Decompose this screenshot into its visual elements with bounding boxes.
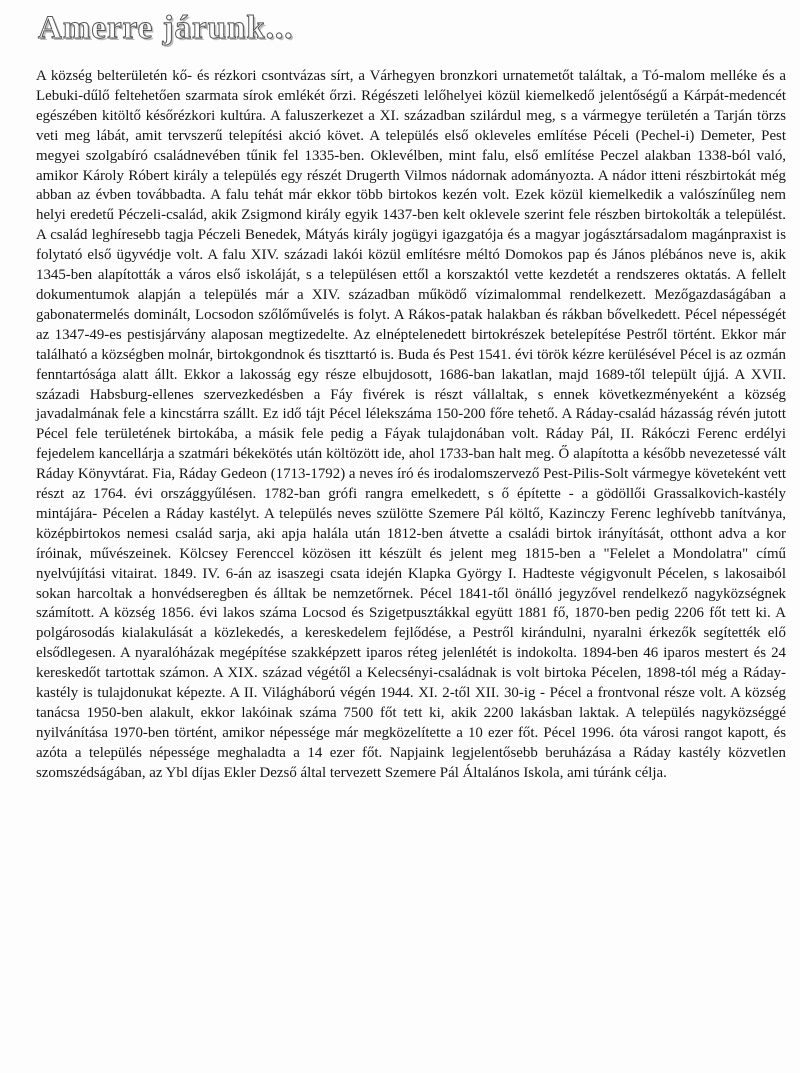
body-paragraph: A község belterületén kő- és rézkori csontvázas sírt, a Várhegyen bronzkori urnatemetőt találtak, a Tó-malom melléke és a Lebuki-dűlő feltehetően szarmata sírok emlékét őrzi. Régészeti lelőhelyei közül kiemelkedő jelentőségű a Kárpát-medencét egészében kitöltő későrézkori kultúra. A faluszerkezet a XI. században szilárdul meg, s a vármegye területén a Tarján törzs veti meg lábát, amit tervszerű telepítési akció követ. A település első okleveles említése Péceli (Pechel-i) Demeter, Pest megyei szolgabíró családnevében tűnik fel 1335-ben. Oklevélben, mint falu, első említése Peczel alakban 1338-ból való, amikor Károly Róbert király a település egy részét Drugerth Vilmos nádornak adományozta. A nádor itteni részbirtokát még abban az évben továbbadta. A falu tehát már ekkor több birtokos kezén volt. Ezek közül kiemelkedik a valószínűleg nem helyi eredetű Péczeli-család, akik Zsigmond király egyik 1437-ben kelt oklevele szerint fele részben birtokolták a települést. A család leghíresebb tagja Péczeli Benedek, Mátyás király jogügyi igazgatója és a magyar jogásztársadalom magánpraxist is folytató első ügyvédje volt. A falu XIV. századi lakói közül említésre méltó Domokos pap és János plébános neve is, akik 1345-ben alapították a város első iskoláját, s a településen ettől a korszaktól vette kezdetét a rendszeres oktatás. A fellelt dokumentumok alapján a település már a XIV. században működő vízimalommal rendelkezett. Mezőgazdaságában a gabonatermelés dominált, Locsodon szőlőművelés is folyt. A Rákos-patak halakban és rákban bővelkedett. Pécel népességét az 1347-49-es pestisjárvány alaposan megtizedelte. Az elnéptelenedett birtokrészek betelepítése Pestről történt. Ekkor már található a községben molnár, birtokgondnok és tiszttartó is. Buda és Pest 1541. évi török kézre kerülésével Pécel is az ozmán fenntartósága alatt állt. Ekkor a lakosság egy része elbujdosott, 1686-ban lakatlan, majd 1689-től települt újjá. A XVII. századi Habsburg-ellenes szervezkedésben a Fáy fivérek is részt vállaltak, s ennek következményeként a község javadalmának fele a kincstárra szállt. Ez idő tájt Pécel lélekszáma 150-200 főre tehető. A Ráday-család házasság révén jutott Pécel fele területének birtokába, a másik fele pedig a Fáyak tulajdonában volt. Ráday Pál, II. Rákóczi Ferenc erdélyi fejedelem kancellárja a szatmári békekötés után költözött ide, ahol 1733-ban halt meg. Ő alapította a később nevezetessé vált Ráday Könyvtárat. Fia, Ráday Gedeon (1713-1792) a neves író és irodalomszervező Pest-Pilis-Solt vármegye követeként vett részt az 1764. évi országgyűlésen. 1782-ban grófi rangra emelkedett, s ő építette - a gödöllői Grassalkovich-kastély mintájára- Pécelen a Ráday kastélyt. A település neves szülötte Szemere Pál költő, Kazinczy Ferenc leghívebb tanítványa, középbirtokos nemesi család sarja, aki apja halála után 1812-ben átvette a családi birtok irányítását, otthont adva a kor íróinak, művészeinek. Kölcsey Ferenccel közösen itt készült és jelent meg 1815-ben a "Felelet a Mondolatra" című nyelvújítási vitairat. 1849. IV. 6-án az isaszegi csata idején Klapka György I. Hadteste végigvonult Pécelen, s lakosaiból sokan harcoltak a honvédseregben és álltak be nemzetőrnek. Pécel 1841-től önálló jegyzővel rendelkező nagyközségnek számított. A község 1856. évi lakos száma Locsod és Szigetpusztákkal együtt 1881 fő, 1870-ben pedig 2206 főt tett ki. A polgárosodás kialakulását a közlekedés, a kereskedelem fejlődése, a Pestről kirándulni, nyaralni érkezők segítették elő elsődlegesen. A nyaralóházak megépítése szakképzett iparos réteg jelenlétét is indokolta. 1894-ben 46 iparos mestert és 24 kereskedőt tartottak számon. A XIX. század végétől a Kelecsényi-családnak is volt birtoka Pécelen, 1898-tól még a Ráday-kastély is tulajdonukat képezte. A II. Világháború végén 1944. XI. 2-től XII. 30-ig - Pécel a frontvonal része volt. A község tanácsa 1950-ben alakult, ekkor lakóinak száma 7500 főt tett ki, akik 2200 lakásban laktak. A település nagyközséggé nyilvánítása 1970-ben történt, amikor népessége már megközelítette a 10 ezer főt. Pécel 1996. óta városi rangot kapott, és azóta a település népessége meghaladta a 14 ezer főt. Napjaink legjelentősebb beruházása a Ráday kastély közvetlen szomszédságában, az Ybl díjas Ekler Dezső által tervezett Szemere Pál Általános Iskola, ami túránk célja. <box>36 68 786 781</box>
page-title: Amerre járunk... <box>38 10 294 46</box>
